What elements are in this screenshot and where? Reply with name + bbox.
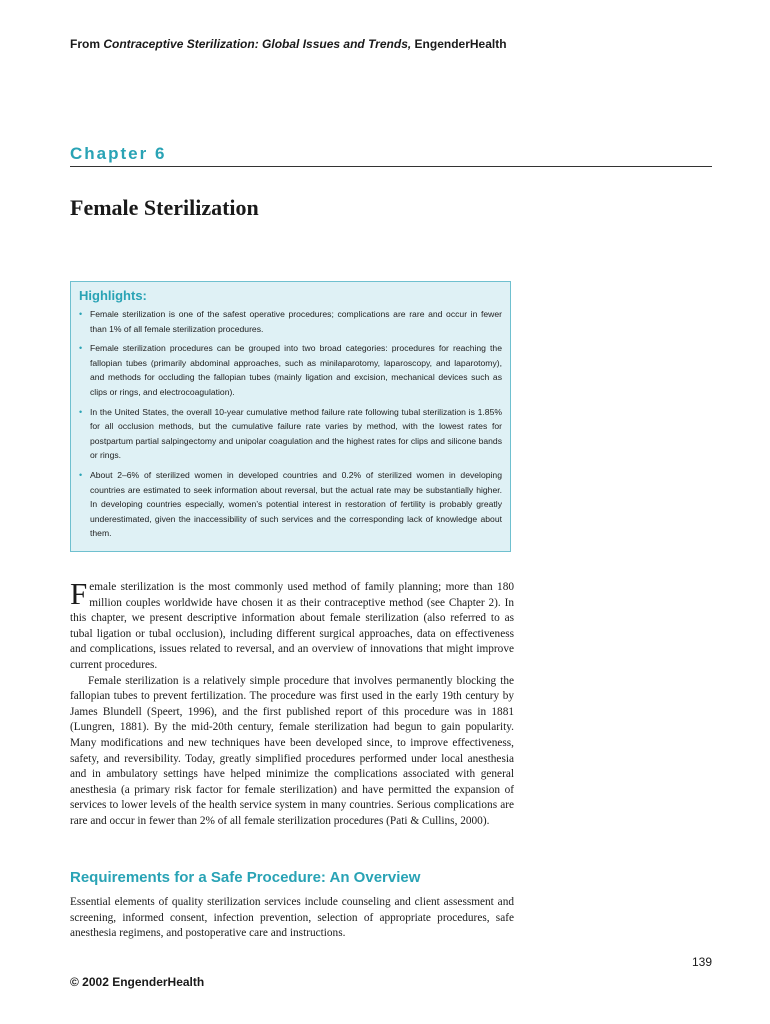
chapter-divider bbox=[70, 166, 712, 167]
highlight-item bbox=[79, 405, 502, 463]
highlight-item bbox=[79, 307, 502, 336]
highlights-list bbox=[79, 307, 502, 541]
page-title: Female Sterilization bbox=[70, 195, 259, 220]
body-paragraph-1-text: emale sterilization is the most commonly used method of family planning; more than 180 million couples worldwide have chosen it as their contraceptive method (see Chapter 2). In this chapter, we present descriptive information about female sterilization (also referred to as tubal ligation or tubal occlusion), including different surgical approaches, data on effectiveness and complications, issues related to reversal, and an overview of innovations that might improve current procedures. bbox=[70, 581, 514, 671]
chapter-label: Chapter 6 bbox=[70, 144, 167, 163]
source-book-title: Contraceptive Sterilization: Global Issues and Trends, bbox=[103, 37, 412, 51]
highlight-text: Female sterilization procedures can be grouped into two broad categories: procedures for reaching the fallopian tubes (primarily abdominal approaches, such as minilaparotomy, laparoscopy, and laparotomy), and methods for occluding the fallopian tubes (mainly ligation and excision, mechanical devices such as clips or rings, and electrocoagulation). bbox=[90, 343, 502, 397]
highlight-text: In the United States, the overall 10-year cumulative method failure rate following tubal sterilization is 1.85% for all occlusion methods, but the cumulative failure rate varies by method, with the lowest rates for postpartum partial salpingectomy and unipolar coagulation and the highest rates for clips and silicone bands or rings. bbox=[90, 406, 502, 461]
section-paragraph: Essential elements of quality sterilization services include counseling and client assessment and screening, informed consent, infection prevention, selection of appropriate procedures, safe anesthesia regimens, and postoperative care and instructions. bbox=[70, 896, 514, 940]
highlight-text: Female sterilization is one of the safest operative procedures; complications are rare and occur in fewer than 1% of all female sterilization procedures. bbox=[90, 309, 502, 334]
highlight-item bbox=[79, 341, 502, 399]
copyright-notice: © 2002 EngenderHealth bbox=[70, 975, 205, 989]
highlight-text: About 2–6% of sterilized women in developed countries and 0.2% of sterilized women in developing countries are estimated to seek information about reversal, but the actual rate may be substantially higher. In developing countries especially, women’s potential interest in restoration of fertility is probably greatly underestimated, given the inaccessibility of such services and the corresponding lack of knowledge about them. bbox=[90, 469, 502, 539]
highlights-box bbox=[70, 281, 511, 552]
bullet-icon: • bbox=[79, 343, 83, 354]
source-line bbox=[70, 37, 710, 51]
highlights-heading: Highlights: bbox=[79, 288, 147, 303]
bullet-icon: • bbox=[79, 309, 83, 319]
drop-cap: F bbox=[70, 576, 88, 611]
bullet-icon: • bbox=[79, 406, 83, 417]
body-paragraph-2: Female sterilization is a relatively simple procedure that involves permanently blocking the fallopian tubes to prevent fertilization. The procedure was first used in the early 19th century by James Blundell (Speert, 1996), and the first published report of this procedure was in 1881 (Lungren, 1881). By the mid-20th century, female sterilization had begun to gain popularity. Many modifications and new techniques have been developed since, to improve effectiveness, safety, and reversibility. Today, greatly simplified procedures performed under local anesthesia and in ambulatory settings have helped minimize the complications associated with general anesthesia (a primary risk factor for female sterilization) and have permitted the expansion of services to lower levels of the health service system in many countries. Serious complications are rare and occur in fewer than 2% of all female sterilization procedures (Pati & Cullins, 2000). bbox=[70, 674, 514, 827]
highlight-item bbox=[79, 468, 502, 541]
page-number: 139 bbox=[691, 955, 712, 969]
bullet-icon: • bbox=[79, 469, 83, 480]
section-heading: Requirements for a Safe Procedure: An Overview bbox=[70, 869, 421, 886]
body-paragraph-1 bbox=[70, 576, 514, 674]
body-text bbox=[70, 576, 514, 830]
source-publisher: EngenderHealth bbox=[411, 37, 507, 51]
source-prefix: From bbox=[70, 37, 104, 51]
